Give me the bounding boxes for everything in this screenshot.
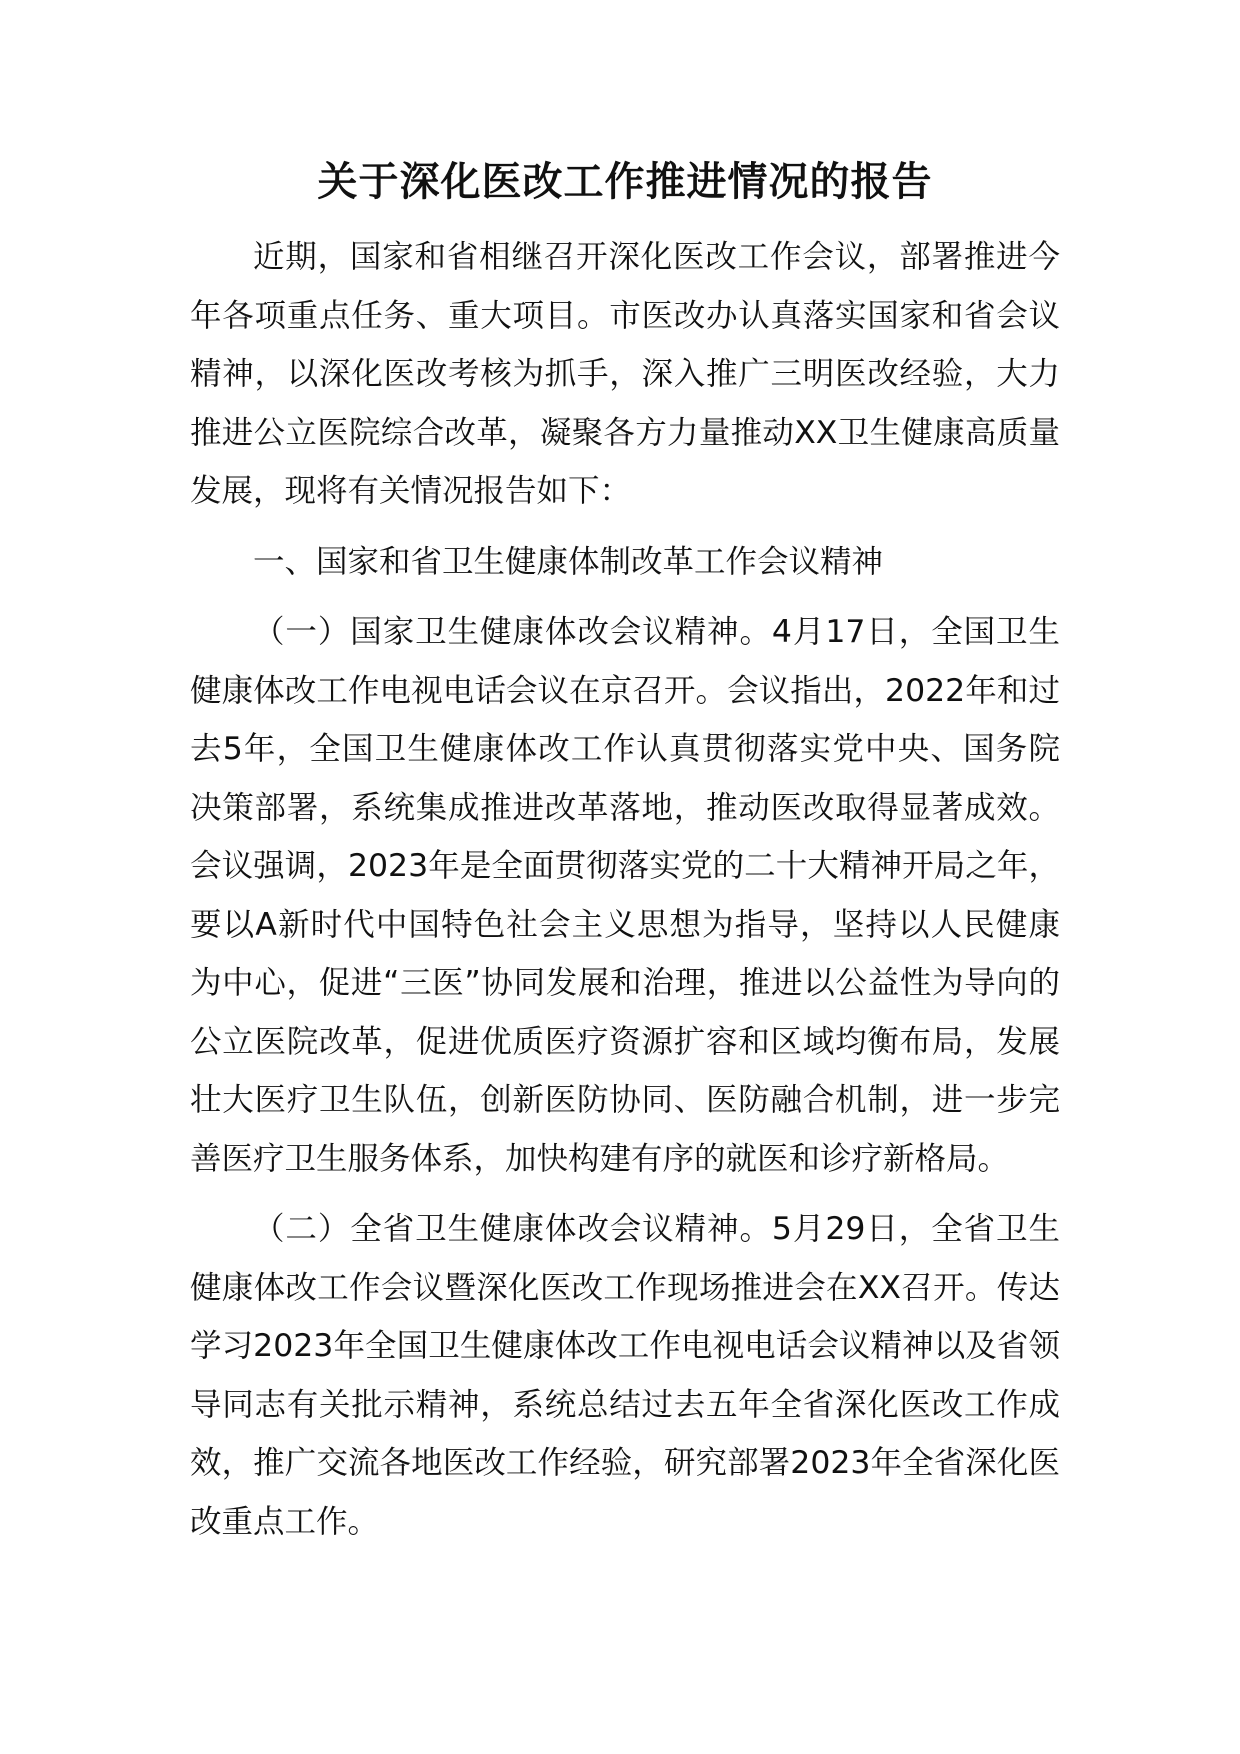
paragraph-provincial-meeting: （二）全省卫生健康体改会议精神。5月29日，全省卫生健康体改工作会议暨深化医改工作现场推进会在XX召开。传达学习2023年全国卫生健康体改工作电视电话会议精神以及省领导同志有关批示精神，系统总结过去五年全省深化医改工作成效，推广交流各地医改工作经验，研究部署2023年全省深化医改重点工作。	[190, 1211, 1060, 1540]
document-title: 关于深化医改工作推进情况的报告	[317, 159, 933, 205]
document-body	[190, 150, 1060, 1551]
intro-paragraph: 近期，国家和省相继召开深化医改工作会议，部署推进今年各项重点任务、重大项目。市医改办认真落实国家和省会议精神，以深化医改考核为抓手，深入推广三明医改经验，大力推进公立医院综合改革，凝聚各方力量推动XX卫生健康高质量发展，现将有关情况报告如下：	[190, 239, 1060, 509]
section-heading: 一、国家和省卫生健康体制改革工作会议精神	[253, 543, 884, 580]
paragraph-national-meeting: （一）国家卫生健康体改会议精神。4月17日，全国卫生健康体改工作电视电话会议在京召开。会议指出，2022年和过去5年，全国卫生健康体改工作认真贯彻落实党中央、国务院决策部署，系统集成推进改革落地，推动医改取得显著成效。会议强调，2023年是全面贯彻落实党的二十大精神开局之年，要以A新时代中国特色社会主义思想为指导，坚持以人民健康为中心，促进“三医”协同发展和治理，推进以公益性为导向的公立医院改革，促进优质医疗资源扩容和区域均衡布局，发展壮大医疗卫生队伍，创新医防协同、医防融合机制，进一步完善医疗卫生服务体系，加快构建有序的就医和诊疗新格局。	[190, 614, 1060, 1177]
